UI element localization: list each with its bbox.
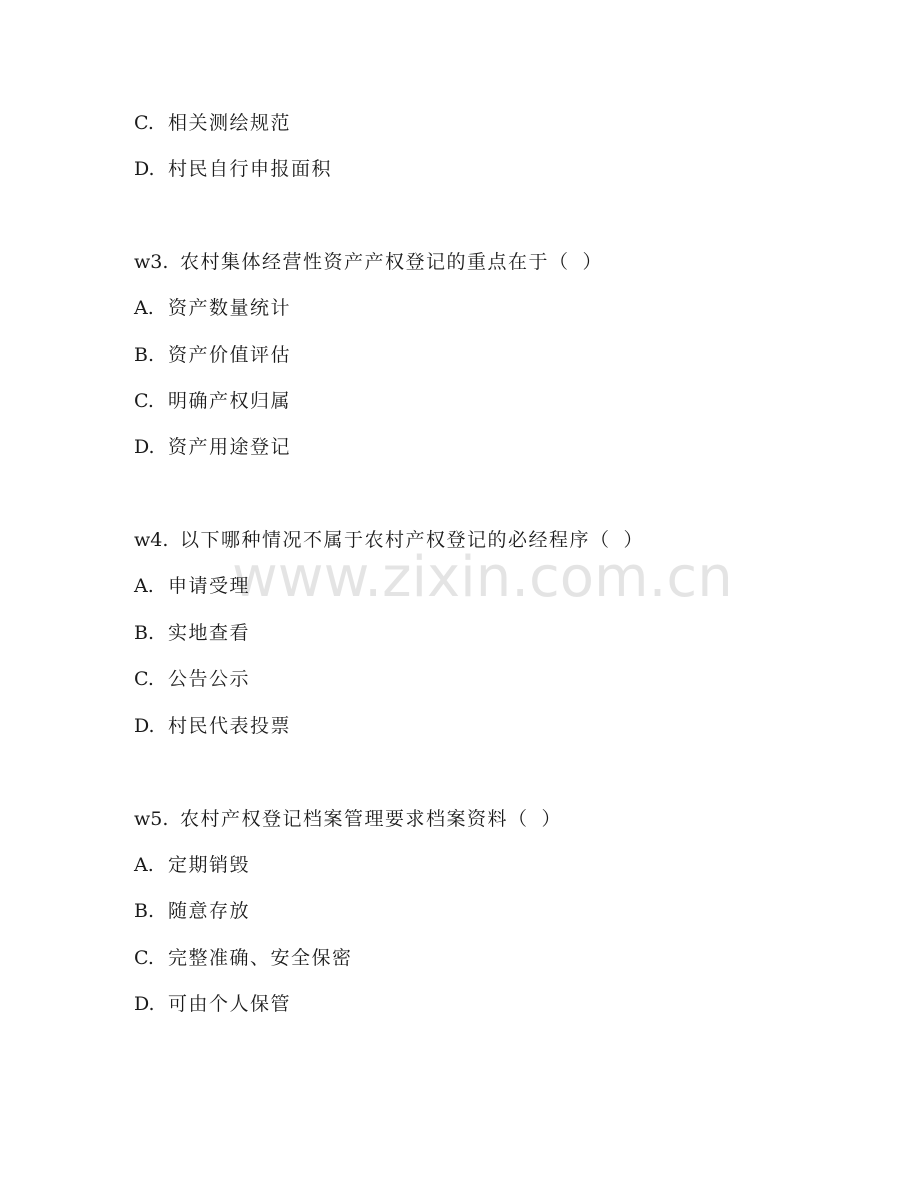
option-label: D.	[134, 715, 155, 737]
option-label: C.	[134, 112, 154, 134]
question-text: 以下哪种情况不属于农村产权登记的必经程序（ ）	[180, 529, 644, 551]
watermark: www.zixin.com.cn	[232, 545, 733, 610]
option-text: 实地查看	[168, 622, 251, 644]
option-q5-c	[134, 946, 353, 970]
question-3-stem	[134, 250, 603, 274]
question-number: w4.	[134, 529, 169, 551]
option-label: A.	[134, 297, 154, 319]
option-q5-a	[134, 853, 250, 877]
option-text: 可由个人保管	[168, 993, 292, 1015]
question-text: 农村产权登记档案管理要求档案资料（ ）	[180, 808, 562, 830]
option-text: 明确产权归属	[168, 390, 292, 412]
option-label: A.	[134, 575, 154, 597]
question-5-stem	[134, 807, 562, 831]
option-label: A.	[134, 854, 154, 876]
question-text: 农村集体经营性资产产权登记的重点在于（ ）	[180, 251, 603, 273]
option-text: 定期销毁	[168, 854, 251, 876]
option-text: 申请受理	[168, 575, 251, 597]
option-label: C.	[134, 947, 154, 969]
option-text: 完整准确、安全保密	[168, 947, 353, 969]
option-label: D.	[134, 158, 155, 180]
question-number: w3.	[134, 251, 169, 273]
option-q4-d	[134, 714, 291, 738]
option-text: 公告公示	[168, 668, 251, 690]
option-q3-c	[134, 389, 291, 413]
option-label: D.	[134, 993, 155, 1015]
option-text: 资产数量统计	[168, 297, 292, 319]
option-text: 村民自行申报面积	[168, 158, 333, 180]
option-label: B.	[134, 344, 155, 366]
option-q3-a	[134, 296, 291, 320]
option-text: 资产价值评估	[168, 344, 292, 366]
option-text: 资产用途登记	[168, 436, 292, 458]
question-number: w5.	[134, 808, 169, 830]
option-text: 随意存放	[168, 900, 251, 922]
option-label: C.	[134, 390, 154, 412]
option-text: 村民代表投票	[168, 715, 292, 737]
option-label: B.	[134, 900, 155, 922]
option-q2-c	[134, 111, 291, 135]
option-label: B.	[134, 622, 155, 644]
option-q5-d	[134, 992, 291, 1016]
option-q2-d	[134, 157, 332, 181]
option-label: D.	[134, 436, 155, 458]
option-q4-b	[134, 621, 250, 645]
option-q4-c	[134, 667, 250, 691]
option-q3-b	[134, 343, 291, 367]
option-label: C.	[134, 668, 154, 690]
option-q3-d	[134, 435, 291, 459]
option-q5-b	[134, 899, 250, 923]
option-text: 相关测绘规范	[168, 112, 292, 134]
